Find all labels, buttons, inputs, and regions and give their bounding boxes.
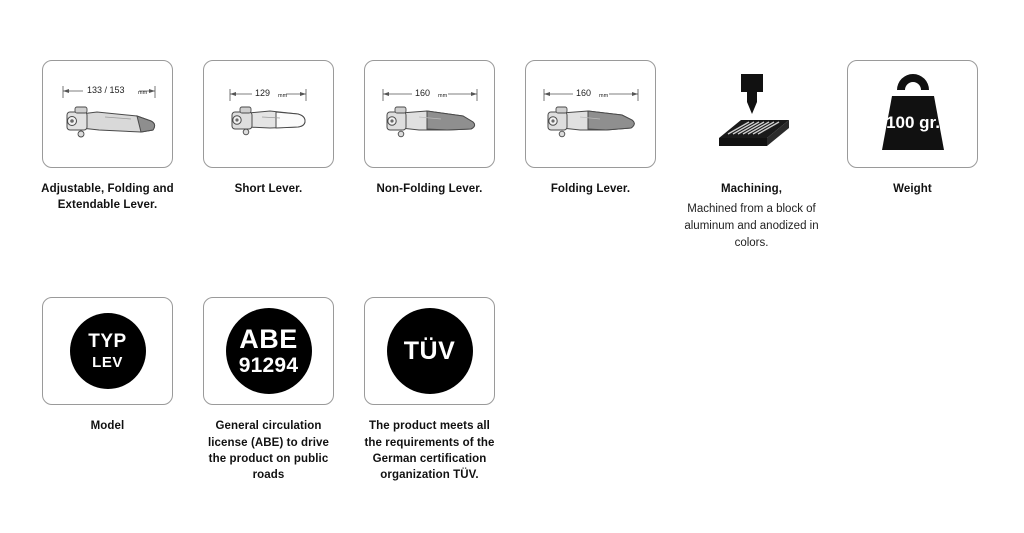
feature-caption: Non-Folding Lever.	[376, 183, 483, 195]
feature-item-machining	[686, 60, 817, 251]
machining-illustration-box	[686, 60, 817, 168]
feature-caption: Weight	[893, 183, 932, 195]
feature-item-adjustable-folding-extendable-lever	[42, 60, 173, 214]
dimension-unit: mm	[438, 93, 448, 99]
certification-row	[42, 297, 986, 483]
feature-row-1	[42, 60, 986, 251]
weight-kettlebell-icon	[858, 64, 968, 164]
typ-lev-badge-icon	[70, 313, 146, 389]
feature-caption: Short Lever.	[234, 183, 303, 195]
dimension-value: 129	[255, 88, 271, 98]
badge-line-1: TYP	[88, 331, 127, 353]
feature-caption: Folding Lever.	[550, 183, 631, 195]
lever-short-icon	[206, 64, 331, 164]
lever-non-folding-icon	[367, 64, 492, 164]
feature-item-folding-lever	[525, 60, 656, 197]
badge-line-2: 91294	[238, 354, 299, 378]
weight-value: 100 gr.	[885, 113, 940, 132]
certification-caption: General circulation license (ABE) to drive the product on public roads	[207, 420, 330, 482]
certification-item-model	[42, 297, 173, 434]
abe-badge-box	[203, 297, 334, 405]
feature-grid	[42, 60, 986, 484]
dimension-value: 160	[576, 88, 592, 98]
feature-item-short-lever	[203, 60, 334, 197]
model-badge-box	[42, 297, 173, 405]
tuv-badge-icon	[387, 308, 473, 394]
dimension-value: 133 / 153	[87, 85, 125, 95]
lever-illustration-box	[364, 60, 495, 168]
lever-illustration-box	[203, 60, 334, 168]
feature-caption: Adjustable, Folding and Extendable Lever.	[41, 183, 174, 212]
badge-line-1: TÜV	[403, 336, 456, 365]
feature-item-non-folding-lever	[364, 60, 495, 197]
cnc-machining-icon	[697, 64, 807, 164]
lever-folding-icon	[528, 64, 653, 164]
badge-line-1: ABE	[239, 324, 298, 355]
dimension-unit: mm	[599, 93, 609, 99]
dimension-unit: mm	[278, 93, 288, 99]
feature-subcaption: Machined from a block of aluminum and anodized in colors.	[684, 203, 819, 249]
lever-adjustable-icon	[45, 64, 170, 164]
certification-item-tuv	[364, 297, 495, 483]
dimension-value: 160	[415, 88, 431, 98]
feature-item-weight	[847, 60, 978, 197]
abe-badge-icon	[226, 308, 312, 394]
certification-item-abe	[203, 297, 334, 483]
feature-caption: Machining,	[720, 183, 783, 195]
dimension-unit: mm	[138, 90, 148, 96]
badge-line-2: LEV	[92, 354, 123, 372]
lever-illustration-box	[525, 60, 656, 168]
lever-illustration-box	[42, 60, 173, 168]
weight-illustration-box	[847, 60, 978, 168]
certification-caption: The product meets all the requirements of the German certification organization TÜV.	[364, 420, 495, 482]
certification-caption: Model	[90, 420, 125, 433]
tuv-badge-box	[364, 297, 495, 405]
